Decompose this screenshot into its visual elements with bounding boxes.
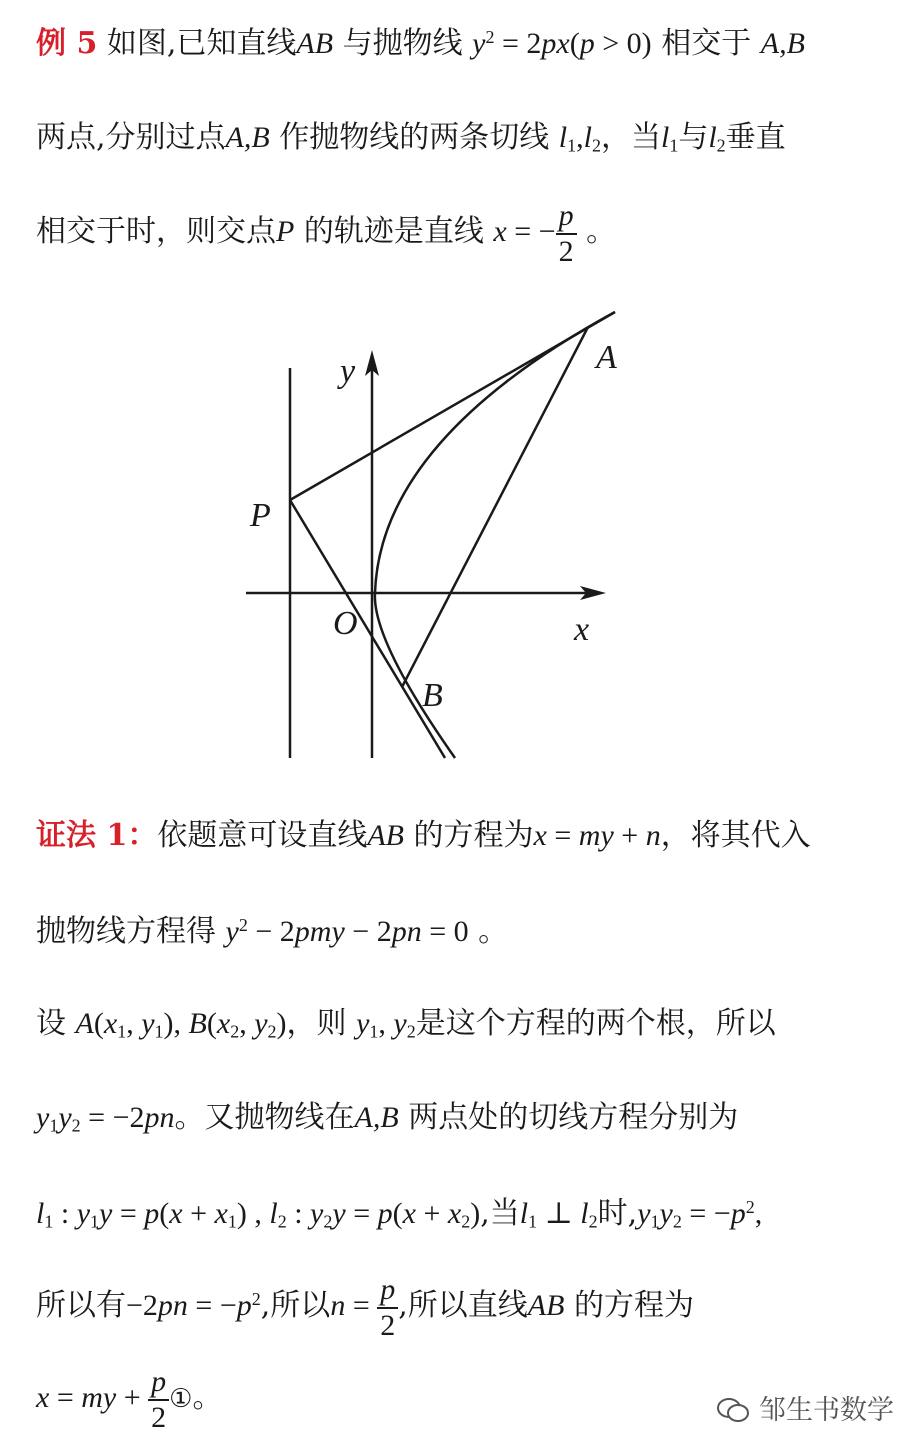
label-o: O [333, 605, 358, 642]
example-line-2: 两点,分别过点A,B 作抛物线的两条切线 $l_1,l_2$，当$l_1$与$l_2$垂直 [36, 120, 786, 156]
label-b: B [422, 677, 443, 714]
watermark: 邹生书数学 [716, 1388, 894, 1427]
proof-line-1: 证法 1：依题意可设直线AB 的方程为x = my + n，将其代入 [36, 818, 811, 853]
proof-label: 证法 1： [36, 818, 158, 853]
example-line-3: 相交于时，则交点P 的轨迹是直线 x = − $\frac{p}{2}$ 。 [36, 199, 617, 269]
proof-line-6: 所以有$-2pn = -p^2$,所以n = $\frac{p}{2}$ ,所以直线AB 的方程为 [36, 1273, 694, 1343]
label-y: y [340, 353, 356, 390]
locus-equation: x = − $\frac{p}{2}$ [493, 215, 576, 248]
label-p: P [250, 497, 271, 534]
label-x: x [574, 611, 590, 648]
wechat-icon [716, 1396, 750, 1424]
tangent-l1 [290, 312, 615, 500]
proof-line-7: x = my + $\frac{p}{2}$ ①。 [36, 1365, 223, 1435]
proof-line-2: 抛物线方程得 $y^2 - 2pmy - 2pn = 0$ 。 [36, 914, 509, 949]
proof-line-3: 设 $A(x_1$, $y_1$), $B(x_2$, $y_2$)，则 $y_1$, $y_2$是这个方程的两个根，所以 [36, 1006, 776, 1042]
parabola-equation: $y^2 = 2px(p > 0)$ [472, 27, 652, 60]
example-line-1: 例 5 如图,已知直线AB 与抛物线 $y^2 = 2px(p > 0)$ 相交于 A,B [36, 26, 805, 61]
parabola-curve [375, 312, 615, 758]
label-a: A [596, 339, 617, 376]
example-label: 例 5 [36, 26, 98, 61]
proof-line-5: $l_1$ : $y_1y = p(x + x_1)$ , $l_2$ : $y_2y = p(x + x_2)$,当$l_1$ ⊥ $l_2$时$,y_1y_2 = -p^2$, [36, 1196, 763, 1232]
parabola-figure [200, 300, 640, 770]
proof-line-4: $y_1y_2 = -2pn$。又抛物线在A,B 两点处的切线方程分别为 [36, 1100, 739, 1136]
tangent-l2 [290, 500, 445, 758]
line-ab-equation: x = my + $\frac{p}{2}$ [36, 1381, 169, 1414]
